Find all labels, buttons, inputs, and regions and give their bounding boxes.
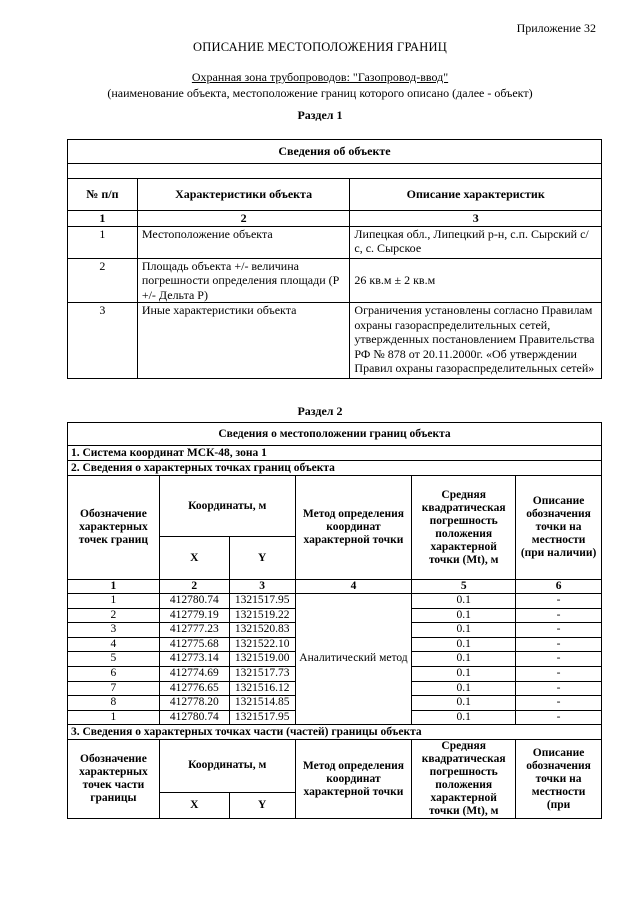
point-description: - (516, 696, 602, 711)
row-number: 2 (68, 258, 138, 303)
point-description: - (516, 623, 602, 638)
parts-header-method: Метод определения координат характерной точки (295, 740, 412, 819)
point-description: - (516, 710, 602, 725)
point-y: 1321519.22 (229, 608, 295, 623)
point-accuracy: 0.1 (412, 594, 516, 609)
point-number: 7 (68, 681, 160, 696)
col-number-4: 4 (295, 580, 412, 594)
object-info-row (68, 303, 602, 379)
point-number: 5 (68, 652, 160, 667)
header-number: № п/п (68, 179, 138, 211)
row-characteristic: Местоположение объекта (137, 226, 350, 258)
col-number-1: 1 (68, 580, 160, 594)
point-x: 412776.65 (159, 681, 229, 696)
row-characteristic: Площадь объекта +/- величина погрешности определения площади (Р +/- Дельта Р) (137, 258, 350, 303)
spacer-row (68, 164, 602, 179)
parts-header-row (68, 740, 602, 792)
point-number: 4 (68, 637, 160, 652)
point-accuracy: 0.1 (412, 623, 516, 638)
object-name-line (0, 70, 640, 85)
point-y: 1321520.83 (229, 623, 295, 638)
object-name: Охранная зона трубопроводов: "Газопровод-ввод" (191, 70, 449, 84)
object-info-row (68, 226, 602, 258)
header-accuracy: Средняя квадратическая погрешность положения характерной точки (Mt), м (412, 476, 516, 580)
header-characteristic: Характеристики объекта (137, 179, 350, 211)
point-x: 412774.69 (159, 666, 229, 681)
header-x: X (159, 537, 229, 580)
col-number-2: 2 (159, 580, 229, 594)
row-description: Ограничения установлены согласно Правилам охраны газораспределительных сетей, утвержденных постановлением Правительства РФ № 878 от 20.11.2000г. «Об утверждении Правил охраны газораспределительных сетей» (350, 303, 602, 379)
point-description: - (516, 666, 602, 681)
header-designation: Обозначение характерных точек границ (68, 476, 160, 580)
point-number: 3 (68, 623, 160, 638)
row-number: 1 (68, 226, 138, 258)
parts-title: 3. Сведения о характерных точках части (частей) границы объекта (68, 725, 602, 740)
point-y: 1321522.10 (229, 637, 295, 652)
point-x: 412780.74 (159, 594, 229, 609)
object-info-row (68, 258, 602, 303)
parts-header-x: X (159, 792, 229, 819)
header-point-description: Описание обозначения точки на местности (при наличии) (516, 476, 602, 580)
appendix-label: Приложение 32 (516, 21, 596, 35)
section-1-title: Раздел 1 (297, 108, 343, 122)
point-number: 2 (68, 608, 160, 623)
parts-title-row (68, 725, 602, 740)
spacer-cell (68, 164, 602, 179)
points-title: 2. Сведения о характерных точках границ объекта (68, 461, 602, 476)
point-row (68, 594, 602, 609)
boundary-title-row (68, 423, 602, 446)
col-number-5: 5 (412, 580, 516, 594)
point-description: - (516, 608, 602, 623)
coord-system-row (68, 446, 602, 461)
points-column-number-row (68, 580, 602, 594)
parts-header-coords: Координаты, м (159, 740, 295, 792)
parts-header-designation: Обозначение характерных точек части границы (68, 740, 160, 819)
point-y: 1321517.95 (229, 594, 295, 609)
point-x: 412778.20 (159, 696, 229, 711)
header-y: Y (229, 537, 295, 580)
object-info-title: Сведения об объекте (68, 140, 602, 164)
point-accuracy: 0.1 (412, 710, 516, 725)
header-description: Описание характеристик (350, 179, 602, 211)
row-characteristic: Иные характеристики объекта (137, 303, 350, 379)
point-number: 1 (68, 710, 160, 725)
parts-header-y: Y (229, 792, 295, 819)
point-accuracy: 0.1 (412, 696, 516, 711)
section-2-title: Раздел 2 (297, 404, 343, 418)
point-description: - (516, 594, 602, 609)
header-coords: Координаты, м (159, 476, 295, 537)
point-number: 1 (68, 594, 160, 609)
object-info-header-row (68, 179, 602, 211)
point-x: 412775.68 (159, 637, 229, 652)
object-name-note: (наименование объекта, местоположение границ которого описано (далее - объект) (107, 86, 533, 100)
point-x: 412779.19 (159, 608, 229, 623)
point-accuracy: 0.1 (412, 652, 516, 667)
points-title-row (68, 461, 602, 476)
boundary-points-table (67, 422, 602, 819)
point-description: - (516, 637, 602, 652)
point-y: 1321519.00 (229, 652, 295, 667)
row-number: 3 (68, 303, 138, 379)
boundary-title: Сведения о местоположении границ объекта (68, 423, 602, 446)
method-cell: Аналитический метод (295, 594, 412, 725)
column-number-row (68, 211, 602, 227)
col-number-6: 6 (516, 580, 602, 594)
document-title: ОПИСАНИЕ МЕСТОПОЛОЖЕНИЯ ГРАНИЦ (193, 40, 447, 54)
point-x: 412780.74 (159, 710, 229, 725)
points-header-row (68, 476, 602, 537)
point-description: - (516, 681, 602, 696)
point-y: 1321516.12 (229, 681, 295, 696)
col-number-2: 2 (137, 211, 350, 227)
point-accuracy: 0.1 (412, 681, 516, 696)
point-accuracy: 0.1 (412, 608, 516, 623)
point-accuracy: 0.1 (412, 637, 516, 652)
parts-header-accuracy: Средняя квадратическая погрешность положения характерной точки (Mt), м (412, 740, 516, 819)
point-x: 412777.23 (159, 623, 229, 638)
point-number: 6 (68, 666, 160, 681)
col-number-3: 3 (229, 580, 295, 594)
point-y: 1321517.73 (229, 666, 295, 681)
point-accuracy: 0.1 (412, 666, 516, 681)
point-y: 1321517.95 (229, 710, 295, 725)
point-number: 8 (68, 696, 160, 711)
row-description: 26 кв.м ± 2 кв.м (350, 258, 602, 303)
point-x: 412773.14 (159, 652, 229, 667)
point-description: - (516, 652, 602, 667)
header-method: Метод определения координат характерной точки (295, 476, 412, 580)
coord-system: 1. Система координат МСК-48, зона 1 (68, 446, 602, 461)
parts-header-point-description: Описание обозначения точки на местности (при (516, 740, 602, 819)
col-number-3: 3 (350, 211, 602, 227)
point-y: 1321514.85 (229, 696, 295, 711)
col-number-1: 1 (68, 211, 138, 227)
object-info-title-row (68, 140, 602, 164)
row-description: Липецкая обл., Липецкий р-н, с.п. Сырский с/с, с. Сырское (350, 226, 602, 258)
object-info-table (67, 139, 602, 379)
